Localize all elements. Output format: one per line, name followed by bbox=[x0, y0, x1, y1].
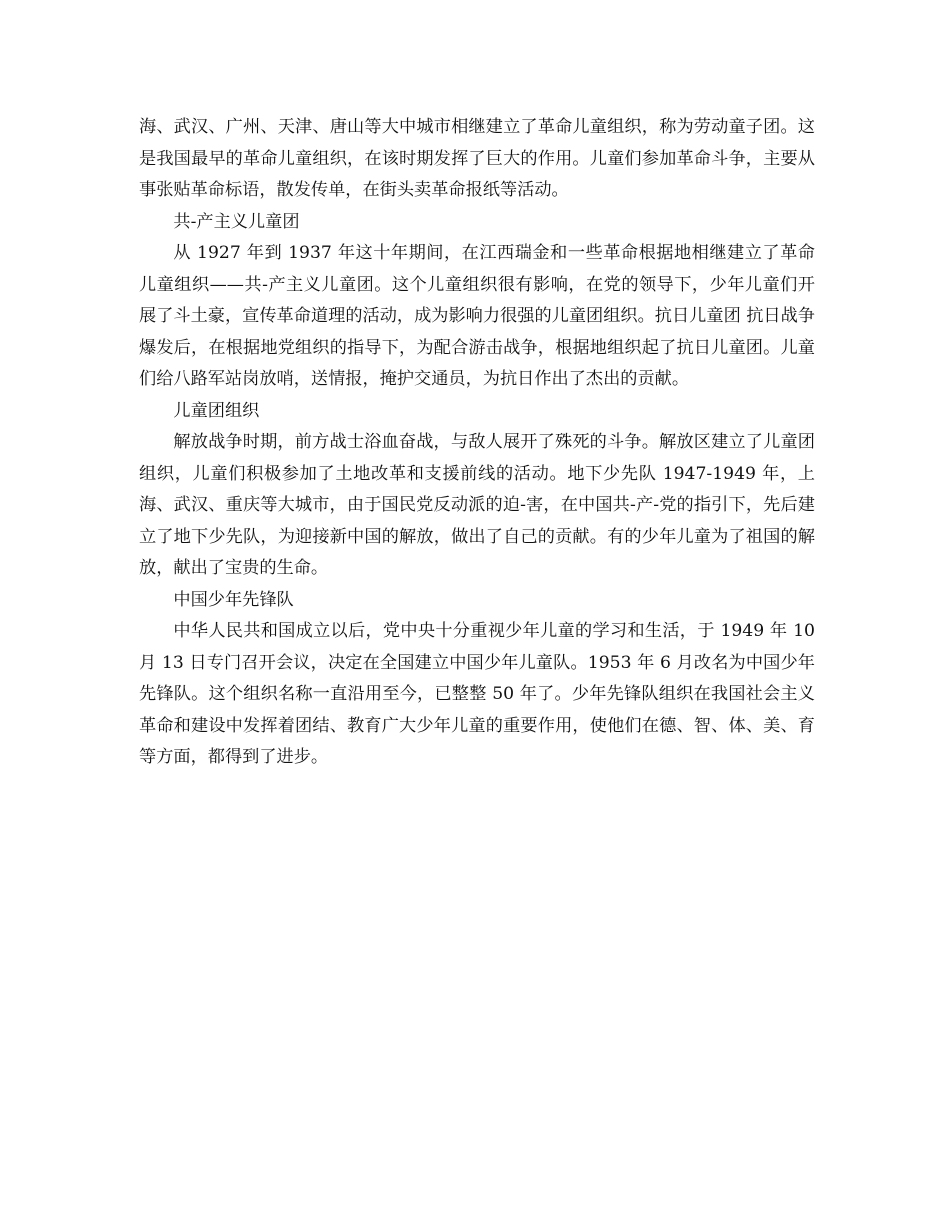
paragraph-young-pioneers: 中华人民共和国成立以后，党中央十分重视少年儿童的学习和生活，于 1949 年 10 月 13 日专门召开会议，决定在全国建立中国少年儿童队。1953 年 6 月改名为中国少年先锋队。这个组织名称一直沿用至今，已整整 50 年了。少年先锋队组织在我国社会主义革命和建设中发挥着团结、教育广大少年儿童的重要作用，使他们在德、智、体、美、育等方面，都得到了进步。 bbox=[139, 621, 815, 767]
paragraph-communist-childrens-corps: 从 1927 年到 1937 年这十年期间，在江西瑞金和一些革命根据地相继建立了革命儿童组织——共-产主义儿童团。这个儿童组织很有影响，在党的领导下，少年儿童们开展了斗土豪，宣传革命道理的活动，成为影响力很强的儿童团组织。抗日儿童团 抗日战争爆发后，在根据地党组织的指导下，为配合游击战争，根据地组织起了抗日儿童团。儿童们给八路军站岗放哨，送情报，掩护交通员，为抗日作出了杰出的贡献。 bbox=[139, 243, 815, 389]
heading-communist-childrens-corps: 共-产主义儿童团 bbox=[173, 211, 300, 232]
paragraph-liberation-war: 解放战争时期，前方战士浴血奋战，与敌人展开了殊死的斗争。解放区建立了儿童团组织，儿童们积极参加了土地改革和支援前线的活动。地下少先队 1947-1949 年，上海、武汉、重庆等大城市，由于国民党反动派的迫-害，在中国共-产-党的指引下，先后建立了地下少先队，为迎接新中国的解放，做出了自己的贡献。有的少年儿童为了祖国的解放，献出了宝贵的生命。 bbox=[139, 432, 815, 578]
heading-young-pioneers: 中国少年先锋队 bbox=[173, 589, 294, 610]
document-page bbox=[139, 112, 815, 774]
heading-childrens-corps: 儿童团组织 bbox=[173, 400, 260, 421]
paragraph-labor-children-corps: 海、武汉、广州、天津、唐山等大中城市相继建立了革命儿童组织，称为劳动童子团。这是我国最早的革命儿童组织，在该时期发挥了巨大的作用。儿童们参加革命斗争，主要从事张贴革命标语，散发传单，在街头卖革命报纸等活动。 bbox=[139, 117, 815, 200]
